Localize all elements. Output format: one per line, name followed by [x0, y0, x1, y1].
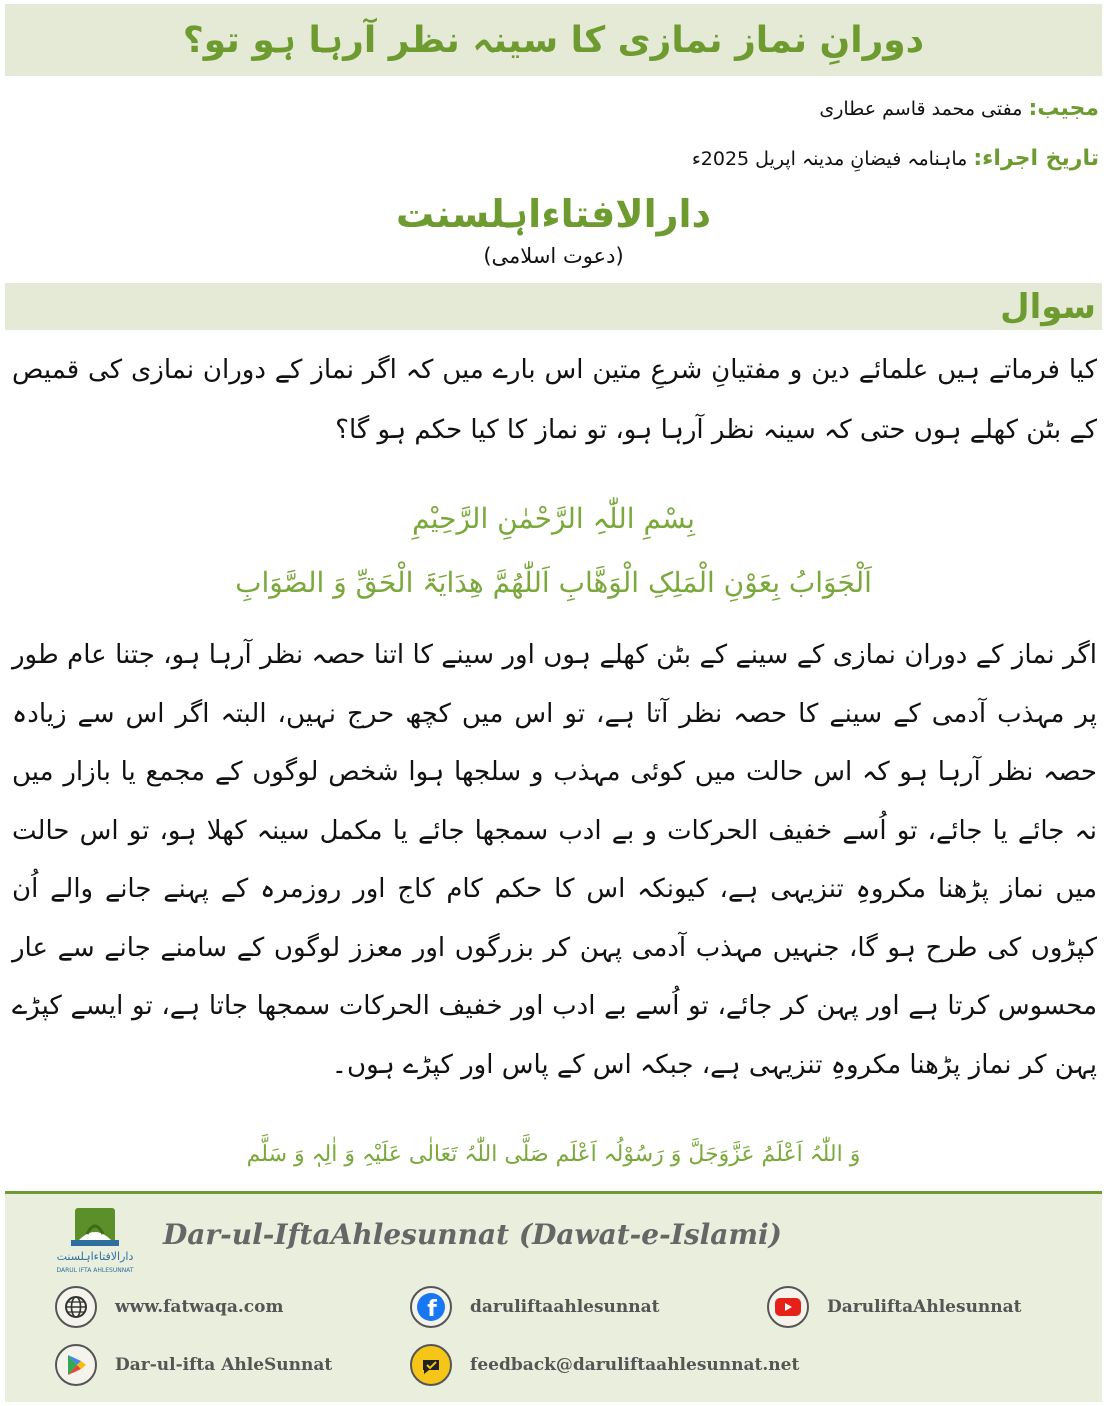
play-store-text: Dar-ul-ifta AhleSunnat — [115, 1355, 333, 1375]
website-contact[interactable] — [55, 1286, 283, 1328]
feedback-contact[interactable] — [410, 1344, 799, 1386]
closing-dua: وَ اللّٰہُ اَعْلَمُ عَزَّوَجَلَّ وَ رَسُوْلُہ اَعْلَم صَلَّی اللّٰہُ تَعَالٰی عَلَیْہِ وَ اٰلِہٖ وَ سَلَّم — [246, 1142, 861, 1167]
svg-text:دارالافتاءاہلسنت: دارالافتاءاہلسنت — [56, 1250, 134, 1263]
date-value: ماہنامہ فیضانِ مدینہ اپریل 2025ء — [691, 148, 968, 170]
youtube-icon — [767, 1286, 809, 1328]
play-store-contact[interactable] — [55, 1344, 332, 1386]
feedback-icon — [410, 1344, 452, 1386]
date-label: تاریخ اجراء: — [973, 146, 1099, 171]
svg-text:f: f — [427, 1297, 437, 1322]
globe-icon — [55, 1286, 97, 1328]
footer-title: Dar-ul-IftaAhlesunnat (Dawat-e-Islami) — [163, 1218, 782, 1251]
brand-name: دارالافتاءاہلسنت — [395, 192, 712, 236]
jawab-heading: اَلْجَوَابُ بِعَوْنِ الْمَلِکِ الْوَھَّابِ اَللّٰھُمَّ ھِدَایَۃَ الْحَقِّ وَ الصَّوَابِ — [235, 566, 872, 599]
youtube-contact[interactable] — [767, 1286, 1022, 1328]
mujib-line — [819, 96, 1099, 121]
facebook-icon — [410, 1286, 452, 1328]
youtube-text: DaruliftaAhlesunnat — [827, 1297, 1022, 1317]
brand-subtitle: (دعوت اسلامی) — [483, 244, 624, 268]
website-text: www.fatwaqa.com — [115, 1297, 284, 1317]
darulifta-logo — [45, 1204, 145, 1276]
play-store-icon — [55, 1344, 97, 1386]
mujib-value: مفتی محمد قاسم عطاری — [819, 98, 1023, 120]
page-title: دورانِ نماز نمازی کا سینہ نظر آرہا ہو تو؟ — [182, 19, 925, 61]
bismillah-text: بِسْمِ اللّٰہِ الرَّحْمٰنِ الرَّحِیْمِ — [412, 502, 695, 535]
svg-text:DARUL IFTA AHLESUNNAT: DARUL IFTA AHLESUNNAT — [56, 1267, 134, 1274]
question-section-bar — [5, 283, 1102, 330]
footer — [5, 1194, 1102, 1402]
question-text: کیا فرماتے ہیں علمائے دین و مفتیانِ شرعِ متین اس بارے میں کہ اگر نماز کے دوران نمازی کی قمیص کے بٹن کھلے ہوں حتی کہ سینہ نظر آرہا ہو، تو نماز کا کیا حکم ہو گا؟ — [12, 355, 1097, 445]
feedback-text: feedback@daruliftaahlesunnat.net — [470, 1355, 800, 1375]
answer-text: اگر نماز کے دوران نمازی کے سینے کے بٹن کھلے ہوں اور سینے کا اتنا حصہ نظر آرہا ہو، جتنا عام طور پر مہذب آدمی کے سینے کا حصہ نظر آتا ہے، تو اس میں کچھ حرج نہیں، البتہ اگر اس سے زیادہ حصہ نظر آرہا ہو کہ اس حالت میں کوئی مہذب و سلجھا ہوا شخص لوگوں کے مجمع یا بازار میں نہ جائے یا جائے، تو اُسے خفیف الحرکات و بے ادب سمجھا جائے یا مکمل سینہ کھلا ہو، تو اس حالت میں نماز پڑھنا مکروہِ تنزیہی ہے، کیونکہ اس کا حکم کام کاج اور روزمرہ کے پہنے جانے والے اُن کپڑوں کی طرح ہو گا، جنہیں مہذب آدمی پہن کر بزرگوں اور معزز لوگوں کے سامنے جانے سے عار محسوس کرتا ہے اور پہن کر جائے، تو اُسے بے ادب اور خفیف الحرکات سمجھا جاتا ہے، تو ایسے کپڑے پہن کر نماز پڑھنا مکروہِ تنزیہی ہے، جبکہ اس کے پاس اور کپڑے ہوں۔ — [12, 640, 1097, 1080]
title-bar — [5, 4, 1102, 76]
mujib-label: مجیب: — [1028, 96, 1099, 121]
facebook-text: daruliftaahlesunnat — [470, 1297, 660, 1317]
facebook-contact[interactable] — [410, 1286, 659, 1328]
date-line — [692, 146, 1099, 171]
question-heading: سوال — [1000, 286, 1096, 327]
